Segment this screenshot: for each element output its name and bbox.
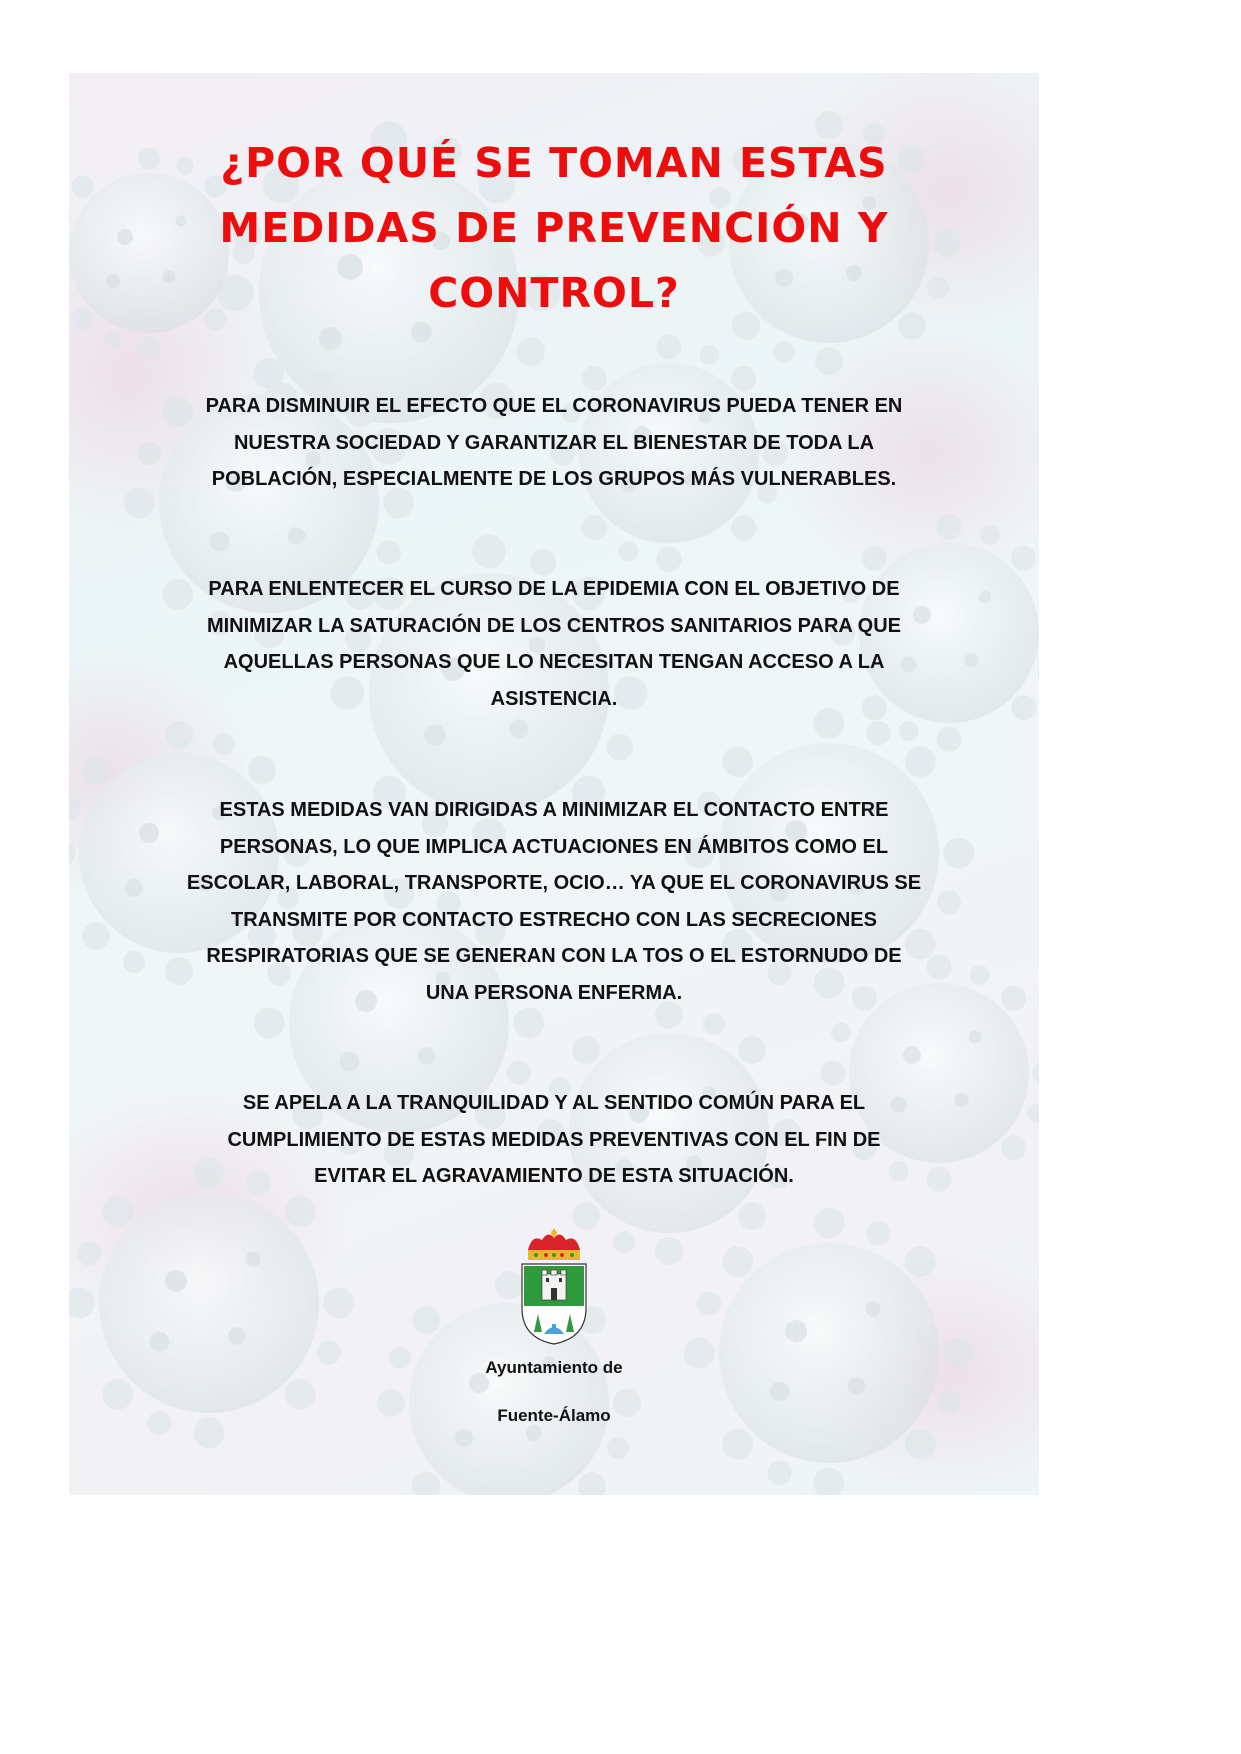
paragraph-calm-appeal (154, 1085, 954, 1195)
poster (69, 73, 1039, 1495)
paragraph-line: SE APELA A LA TRANQUILIDAD Y AL SENTIDO COMÚN PARA EL (242, 1092, 866, 1114)
paragraph-line: UNA PERSONA ENFERMA. (425, 981, 683, 1004)
paragraph-line: EVITAR EL AGRAVAMIENTO DE ESTA SITUACIÓN. (314, 1165, 794, 1188)
paragraph-line: NUESTRA SOCIEDAD Y GARANTIZAR EL BIENESTAR DE TODA LA (233, 431, 875, 454)
paragraph-line: POBLACIÓN, ESPECIALMENTE DE LOS GRUPOS MÁS VULNERABLES. (211, 468, 897, 491)
paragraph-line: ASISTENCIA. (490, 687, 618, 710)
paragraph-line: MINIMIZAR LA SATURACIÓN DE LOS CENTROS SANITARIOS PARA QUE (206, 614, 902, 637)
title-line: CONTROL? (428, 269, 680, 317)
paragraph-line: ESCOLAR, LABORAL, TRANSPORTE, OCIO… YA QUE EL CORONAVIRUS SE (186, 872, 922, 895)
paragraph-line: AQUELLAS PERSONAS QUE LO NECESITAN TENGAN ACCESO A LA (223, 651, 885, 674)
footer-line-2: Fuente-Álamo (497, 1406, 611, 1425)
title-line: MEDIDAS DE PREVENCIÓN Y (219, 204, 889, 252)
paragraph-line: PERSONAS, LO QUE IMPLICA ACTUACIONES EN ÁMBITOS COMO EL (219, 835, 889, 858)
paragraph-line: PARA DISMINUIR EL EFECTO QUE EL CORONAVIRUS PUEDA TENER EN (205, 395, 903, 417)
paragraph-line: CUMPLIMIENTO DE ESTAS MEDIDAS PREVENTIVAS CON EL FIN DE (227, 1128, 881, 1151)
paragraph-slow-epidemic (154, 571, 954, 717)
coat-of-arms-icon (514, 1228, 594, 1348)
paragraph-line: PARA ENLENTECER EL CURSO DE LA EPIDEMIA CON EL OBJETIVO DE (208, 578, 900, 600)
paragraph-line: RESPIRATORIAS QUE SE GENERAN CON LA TOS O EL ESTORNUDO DE (206, 945, 902, 968)
page-title (69, 131, 1039, 326)
crown-icon (528, 1229, 580, 1260)
footer-line-1: Ayuntamiento de (485, 1358, 623, 1377)
paragraph-line: TRANSMITE POR CONTACTO ESTRECHO CON LAS SECRECIONES (231, 908, 877, 931)
paragraph-reduce-effect (154, 388, 954, 498)
title-line: ¿POR QUÉ SE TOMAN ESTAS (220, 139, 888, 187)
paragraph-line: ESTAS MEDIDAS VAN DIRIGIDAS A MINIMIZAR EL CONTACTO ENTRE (219, 799, 889, 821)
paragraph-minimize-contact (154, 792, 954, 1012)
